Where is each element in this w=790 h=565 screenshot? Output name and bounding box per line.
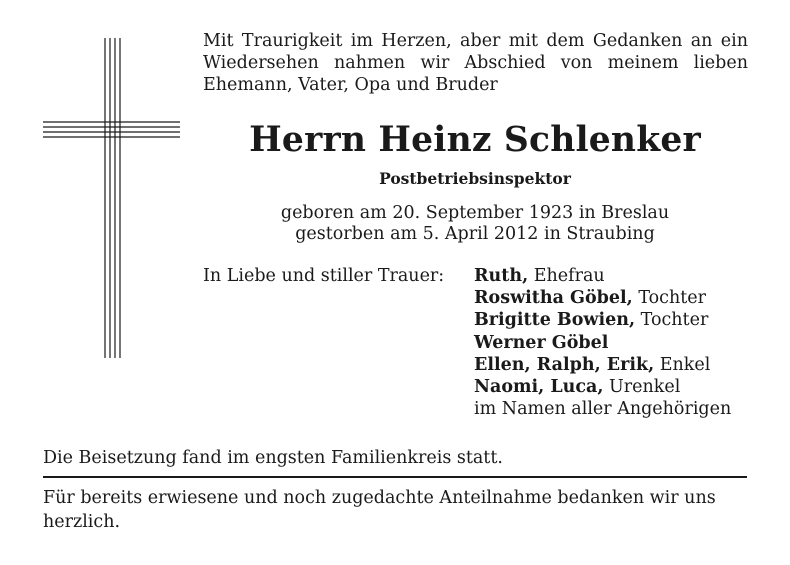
mourner-names: Werner Göbel	[474, 332, 609, 353]
birth-line: geboren am 20. September 1923 in Breslau	[280, 203, 670, 223]
mourner-relation: Enkel	[654, 354, 711, 375]
burial-notice: Die Beisetzung fand im engsten Familienkreis statt.	[43, 448, 503, 468]
divider	[43, 476, 747, 478]
intro-line-1: Mit Traurigkeit im Herzen, aber mit dem Gedanken an ein	[203, 31, 748, 51]
mourners-list	[474, 265, 731, 420]
mourner-names: Ellen, Ralph, Erik,	[474, 354, 655, 375]
intro-line-2: Wiedersehen nahmen wir Abschied von meinem lieben	[203, 53, 748, 73]
mourner-relation: Tochter	[635, 310, 709, 331]
cross-icon	[0, 0, 200, 370]
mourner-row	[474, 332, 731, 354]
life-dates	[180, 203, 770, 245]
death-line: gestorben am 5. April 2012 in Straubing	[295, 224, 655, 244]
intro-text	[203, 30, 748, 96]
deceased-title: Postbetriebsinspektor	[379, 169, 571, 188]
mourner-relation: Urenkel	[603, 377, 681, 398]
mourner-names: Roswitha Göbel,	[474, 288, 633, 309]
mourner-names: Naomi, Luca,	[474, 377, 604, 398]
mourner-relation: Tochter	[632, 288, 706, 309]
thanks-notice: Für bereits erwiesene und noch zugedachte Anteilnahme bedanken wir uns herzlich.	[43, 488, 716, 532]
mourner-names: Ruth,	[474, 266, 529, 286]
mourner-relation: Ehefrau	[528, 266, 605, 286]
intro-line-3: Ehemann, Vater, Opa und Bruder	[203, 75, 498, 95]
mourning-label: In Liebe und stiller Trauer:	[203, 266, 445, 286]
mourner-names: Brigitte Bowien,	[474, 310, 636, 331]
mourner-row	[474, 398, 731, 420]
mourner-row	[474, 376, 731, 398]
mourner-row	[474, 309, 731, 331]
mourner-row	[474, 265, 731, 287]
mourner-row	[474, 287, 731, 309]
deceased-name: Herrn Heinz Schlenker	[249, 120, 701, 160]
mourner-relation: im Namen aller Angehörigen	[474, 399, 732, 420]
mourner-row	[474, 354, 731, 376]
